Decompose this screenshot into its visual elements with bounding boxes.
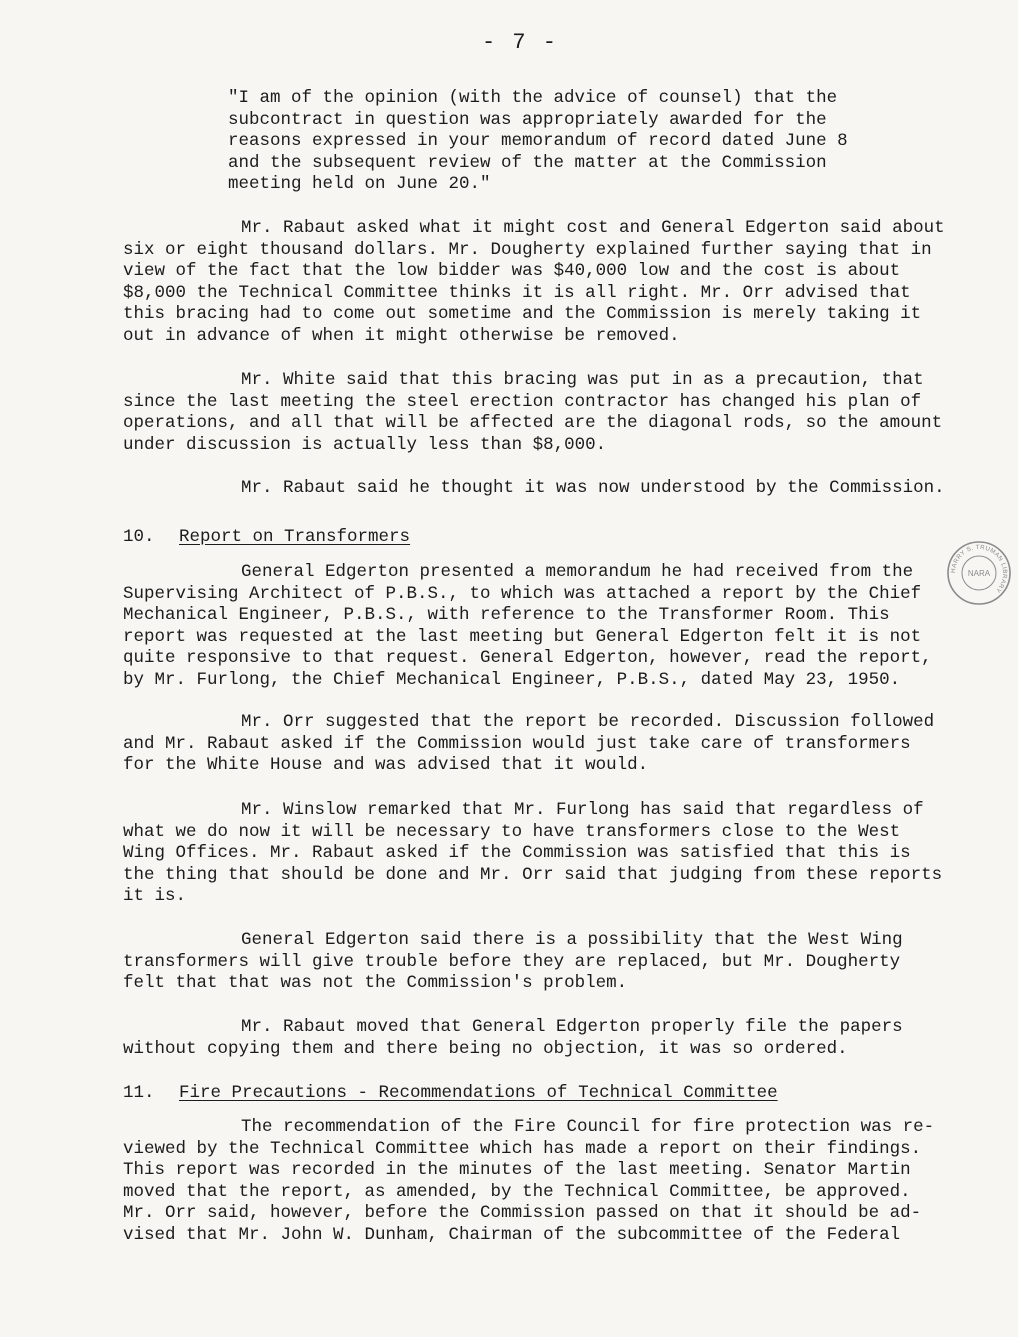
paragraph-edgerton-memorandum	[123, 562, 961, 691]
paragraph-line: report was requested at the last meeting but General Edgerton felt it is not	[123, 626, 922, 647]
paragraph-line: Wing Offices. Mr. Rabaut asked if the Commission was satisfied that this is	[123, 843, 911, 863]
paragraph-line: The recommendation of the Fire Council for fire protection was re-	[241, 1117, 935, 1137]
paragraph-line: this bracing had to come out sometime and the Commission is merely taking it	[123, 304, 922, 324]
section-title: Fire Precautions - Recommendations of Technical Committee	[179, 1083, 778, 1103]
paragraph-line: for the White House and was advised that it would.	[123, 755, 649, 775]
paragraph-line: under discussion is actually less than $8,000.	[123, 434, 607, 455]
paragraph-line: the thing that should be done and Mr. Orr said that judging from these reports	[123, 864, 943, 885]
paragraph-line: out in advance of when it might otherwise be removed.	[123, 325, 680, 346]
paragraph-line: moved that the report, as amended, by the Technical Committee, be approved.	[123, 1181, 911, 1202]
section-heading-10	[123, 526, 410, 548]
paragraph-line: viewed by the Technical Committee which has made a report on their findings.	[123, 1138, 922, 1159]
paragraph-line: since the last meeting the steel erection contractor has changed his plan of	[123, 391, 922, 412]
paragraph-line: transformers will give trouble before they are replaced, but Mr. Dougherty	[123, 951, 901, 972]
quote-line: reasons expressed in your memorandum of record dated June 8	[228, 131, 848, 151]
paragraph-line: six or eight thousand dollars. Mr. Dougherty explained further saying that in	[123, 239, 932, 260]
quoted-opinion	[228, 88, 918, 196]
paragraph-white-bracing	[123, 370, 961, 456]
archive-stamp	[946, 540, 1012, 606]
paragraph-line: Supervising Architect of P.B.S., to which was attached a report by the Chief	[123, 583, 922, 604]
paragraph-line: Mr. Orr suggested that the report be recorded. Discussion followed	[241, 712, 935, 732]
paragraph-line: by Mr. Furlong, the Chief Mechanical Engineer, P.B.S., dated May 23, 1950.	[123, 669, 901, 690]
section-heading-11	[123, 1082, 778, 1104]
page-number: - 7 -	[481, 30, 558, 55]
paragraph-edgerton-possibility	[123, 930, 961, 995]
paragraph-line: Mr. Rabaut said he thought it was now understood by the Commission.	[241, 478, 945, 498]
quote-line: "I am of the opinion (with the advice of counsel) that the	[228, 88, 838, 108]
section-number: 11.	[123, 1083, 155, 1103]
paragraph-rabaut-moved	[123, 1017, 961, 1060]
paragraph-line: General Edgerton presented a memorandum he had received from the	[241, 562, 914, 582]
paragraph-rabaut-understood	[123, 478, 961, 500]
paragraph-line: Mechanical Engineer, P.B.S., with reference to the Transformer Room. This	[123, 605, 890, 625]
paragraph-line: $8,000 the Technical Committee thinks it is all right. Mr. Orr advised that	[123, 282, 911, 303]
paragraph-line: vised that Mr. John W. Dunham, Chairman of the subcommittee of the Federal	[123, 1224, 901, 1245]
stamp-ring-text: HARRY S. TRUMAN LIBRARY	[949, 543, 1009, 594]
paragraph-line: felt that that was not the Commission's problem.	[123, 973, 628, 993]
paragraph-line: This report was recorded in the minutes of the last meeting. Senator Martin	[123, 1160, 911, 1180]
stamp-center-text: NARA	[967, 569, 991, 578]
paragraph-fire-council	[123, 1117, 961, 1246]
quote-line: meeting held on June 20."	[228, 174, 491, 194]
paragraph-line: what we do now it will be necessary to have transformers close to the West	[123, 821, 901, 842]
paragraph-line: operations, and all that will be affected are the diagonal rods, so the amount	[123, 413, 943, 433]
paragraph-orr-recorded	[123, 712, 961, 777]
paragraph-line: Mr. White said that this bracing was put in as a precaution, that	[241, 370, 924, 390]
paragraph-line: view of the fact that the low bidder was $40,000 low and the cost is about	[123, 261, 901, 281]
paragraph-line: quite responsive to that request. General Edgerton, however, read the report,	[123, 648, 932, 668]
quote-line: subcontract in question was appropriately awarded for the	[228, 109, 827, 130]
paragraph-line: without copying them and there being no objection, it was so ordered.	[123, 1038, 848, 1059]
paragraph-line: Mr. Winslow remarked that Mr. Furlong has said that regardless of	[241, 800, 924, 820]
paragraph-line: it is.	[123, 886, 187, 906]
section-title: Report on Transformers	[179, 527, 411, 547]
paragraph-line: Mr. Rabaut asked what it might cost and General Edgerton said about	[241, 218, 945, 238]
section-number: 10.	[123, 527, 155, 547]
paragraph-line: and Mr. Rabaut asked if the Commission would just take care of transformers	[123, 733, 911, 754]
quote-line: and the subsequent review of the matter at the Commission	[228, 152, 827, 173]
paragraph-line: General Edgerton said there is a possibility that the West Wing	[241, 930, 903, 950]
paragraph-rabaut-cost	[123, 218, 961, 347]
paragraph-line: Mr. Rabaut moved that General Edgerton properly file the papers	[241, 1017, 903, 1037]
paragraph-line: Mr. Orr said, however, before the Commission passed on that it should be ad-	[123, 1203, 922, 1223]
paragraph-winslow-remark	[123, 800, 961, 908]
